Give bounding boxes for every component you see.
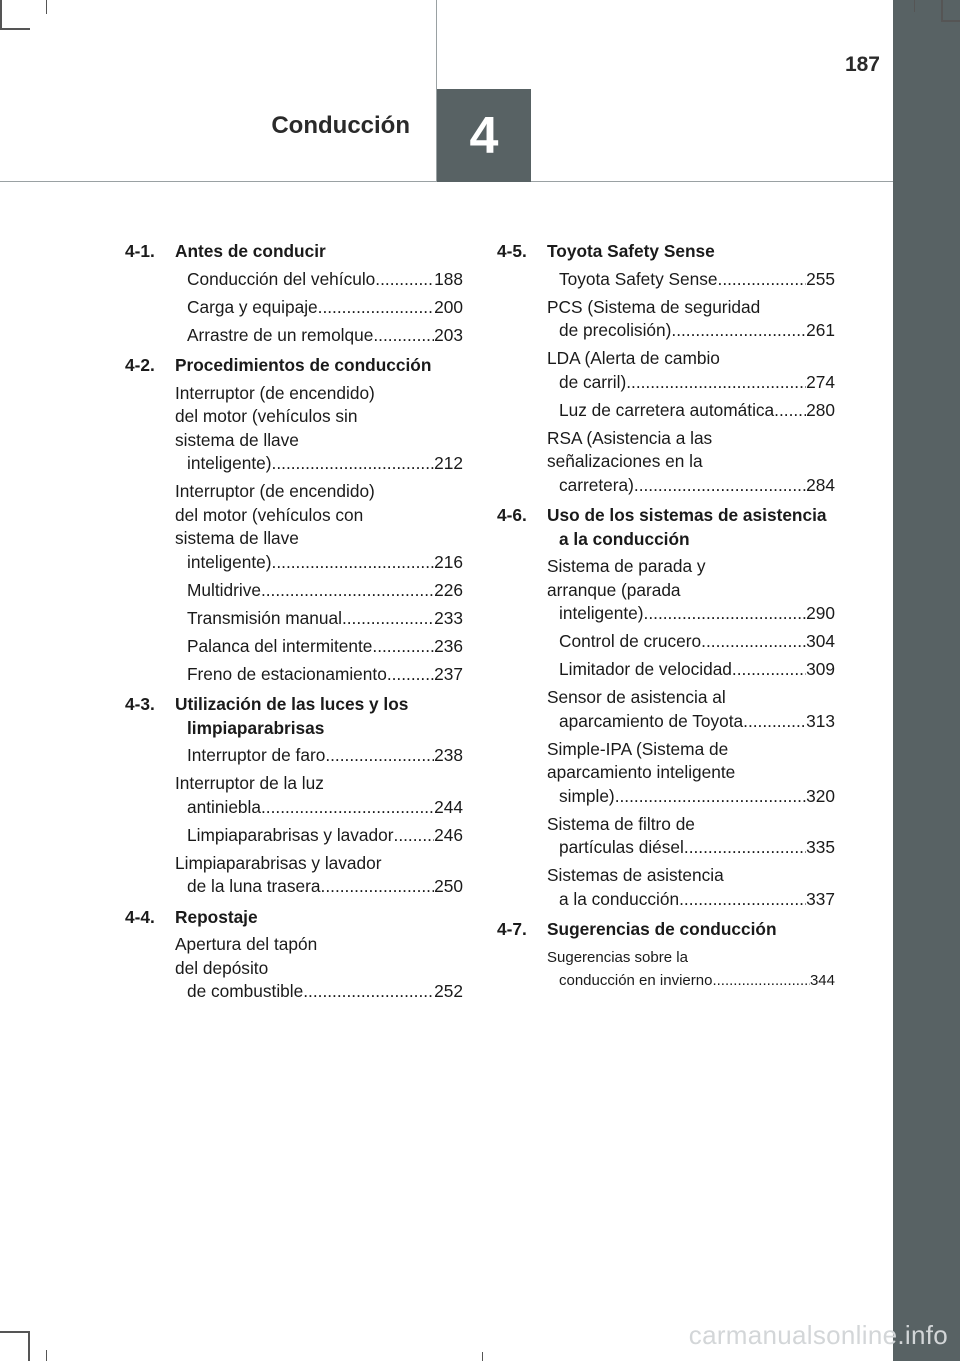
page-ref: 274 (806, 371, 835, 392)
entry-leader-line (187, 324, 463, 348)
entry-leader-line (187, 296, 463, 320)
chapter-title: Conducción (271, 112, 410, 139)
toc-section-heading[interactable] (125, 906, 463, 930)
section-number: 4-7. (497, 919, 527, 939)
toc-section (125, 906, 463, 1004)
toc-entry[interactable] (547, 630, 835, 654)
page-ref: 252 (434, 981, 463, 1001)
toc-entry[interactable] (547, 555, 835, 626)
crop-mark (28, 1331, 30, 1361)
entry-label-line: de precolisión) (559, 320, 672, 340)
entry-leader-line (187, 824, 463, 848)
entry-leader-line (187, 663, 463, 687)
toc-section (497, 240, 835, 497)
entry-leader-line (559, 319, 835, 343)
entry-label-line: Interruptor (de encendido) (175, 481, 375, 501)
entry-label-line: Sistema de parada y (547, 556, 706, 576)
leader-dots (774, 399, 806, 423)
entry-leader-line (559, 785, 835, 809)
entry-leader-line (187, 875, 463, 899)
entry-label-line: partículas diésel (559, 837, 684, 857)
toc-section-heading[interactable] (497, 240, 835, 264)
page-ref: 212 (434, 453, 463, 473)
entry-label-line: Transmisión manual (187, 607, 342, 628)
toc-entry[interactable] (547, 268, 835, 292)
leader-dots (712, 969, 810, 992)
page-ref: 188 (434, 268, 463, 289)
entry-label-line: Limpiaparabrisas y lavador (175, 852, 382, 873)
entry-label-line: Toyota Safety Sense (559, 268, 718, 289)
section-number: 4-4. (125, 906, 155, 927)
section-number: 4-2. (125, 355, 155, 375)
entry-label-line: señalizaciones en la (547, 451, 703, 471)
page-ref: 304 (806, 631, 835, 651)
entry-label-line: LDA (Alerta de cambio (547, 348, 720, 368)
entry-leader-line (187, 607, 463, 631)
leader-dots (615, 785, 806, 809)
entry-leader-line (187, 579, 463, 603)
page-ref: 238 (434, 745, 463, 765)
entry-label-line: aparcamiento inteligente (547, 762, 736, 782)
leader-dots (303, 980, 434, 1004)
section-title: Uso de los sistemas de asistencia a la conducción (547, 505, 827, 549)
entry-label-line: Limitador de velocidad (559, 659, 732, 679)
toc-entry[interactable] (175, 772, 463, 819)
crop-mark (0, 1331, 30, 1333)
entry-label-line: Sistemas de asistencia (547, 865, 724, 885)
leader-dots (743, 710, 806, 734)
entry-label-line: del motor (vehículos sin (175, 406, 358, 426)
page-ref: 246 (434, 824, 463, 845)
page-ref: 344 (809, 971, 835, 989)
page-ref: 233 (434, 607, 463, 628)
page-ref: 280 (806, 399, 835, 420)
entry-leader-line (559, 371, 835, 395)
entry-leader-line (187, 551, 463, 575)
toc-entry[interactable] (547, 946, 835, 992)
toc-entry[interactable] (175, 480, 463, 574)
section-title: Sugerencias de conducción (547, 919, 777, 939)
toc-entry[interactable] (175, 382, 463, 476)
toc-entry[interactable] (175, 933, 463, 1004)
leader-dots (671, 319, 806, 343)
section-number: 4-3. (125, 694, 155, 714)
leader-dots (321, 875, 435, 899)
entry-label-line: de carril) (559, 371, 627, 392)
entry-label-line: sistema de llave (175, 528, 299, 548)
leader-dots (373, 324, 434, 348)
entry-label-line: simple) (559, 785, 615, 806)
entry-leader-line (559, 630, 835, 654)
section-title: Toyota Safety Sense (547, 241, 715, 261)
leader-dots (375, 268, 434, 292)
section-number: 4-1. (125, 241, 155, 261)
leader-dots (372, 635, 434, 659)
section-title: Procedimientos de conducción (175, 355, 432, 375)
page-number: 187 (844, 53, 880, 76)
page-ref: 250 (434, 876, 463, 896)
crop-mark (941, 20, 960, 22)
toc-section-heading[interactable] (497, 504, 835, 551)
entry-label-line: aparcamiento de Toyota (559, 710, 744, 731)
entry-label-line: Carga y equipaje (187, 296, 318, 317)
leader-dots (679, 888, 806, 912)
entry-label-line: Apertura del tapón (175, 934, 318, 954)
entry-label-line: del depósito (175, 957, 269, 978)
page-ref: 284 (806, 474, 835, 495)
entry-label-line: antiniebla (187, 796, 261, 817)
entry-label-line: Luz de carretera automática (559, 399, 775, 420)
leader-dots (325, 744, 434, 768)
entry-leader-line (559, 399, 835, 423)
page-ref: 244 (434, 796, 463, 817)
entry-leader-line (559, 710, 835, 734)
toc-entry[interactable] (547, 738, 835, 809)
crop-mark (46, 0, 47, 14)
toc-section (497, 504, 835, 911)
leader-dots (318, 296, 435, 320)
entry-label-line: Limpiaparabrisas y lavador (187, 824, 394, 845)
toc-section (125, 354, 463, 686)
toc-entry[interactable] (175, 579, 463, 603)
toc-section-heading[interactable] (497, 918, 835, 942)
leader-dots (272, 551, 435, 575)
toc-entry[interactable] (175, 663, 463, 687)
entry-label-line: inteligente) (187, 453, 272, 473)
toc-entry[interactable] (547, 296, 835, 343)
entry-label-line: Conducción del vehículo (187, 268, 376, 289)
entry-label-line: inteligente) (187, 551, 272, 572)
page-ref: 237 (434, 663, 463, 684)
leader-dots (732, 658, 806, 682)
toc-entry[interactable] (175, 324, 463, 348)
page-ref: 261 (806, 320, 835, 340)
toc-entry[interactable] (175, 268, 463, 292)
crop-mark (46, 1350, 47, 1361)
toc-entry[interactable] (175, 852, 463, 899)
leader-dots (644, 602, 807, 626)
crop-mark (482, 1352, 483, 1361)
chapter-number-tab (437, 89, 531, 182)
leader-dots (701, 630, 806, 654)
toc-entry[interactable] (547, 813, 835, 860)
section-number: 4-5. (497, 241, 527, 261)
entry-label-line: PCS (Sistema de seguridad (547, 296, 761, 317)
entry-leader-line (187, 635, 463, 659)
watermark: carmanualsonline.info (688, 1320, 948, 1350)
crop-mark (941, 0, 943, 22)
entry-label-line: RSA (Asistencia a las (547, 427, 713, 448)
entry-leader-line (559, 602, 835, 626)
leader-dots (394, 824, 435, 848)
leader-dots (718, 268, 807, 292)
entry-leader-line (559, 658, 835, 682)
entry-label-line: Interruptor de faro (187, 745, 326, 765)
entry-label-line: Simple-IPA (Sistema de (547, 738, 729, 759)
page-ref: 335 (806, 837, 835, 857)
entry-label-line: de la luna trasera (187, 876, 321, 896)
toc-entry[interactable] (547, 399, 835, 423)
toc-entry[interactable] (547, 686, 835, 733)
toc-section (497, 918, 835, 992)
page-ref: 255 (806, 268, 835, 289)
toc-entry[interactable] (175, 744, 463, 768)
toc-right-column (497, 240, 835, 999)
leader-dots (684, 836, 806, 860)
entry-leader-line (559, 268, 835, 292)
entry-label-line: Palanca del intermitente (187, 635, 373, 656)
toc-section (125, 240, 463, 347)
section-title: Antes de conducir (175, 241, 326, 261)
entry-leader-line (187, 744, 463, 768)
entry-label-line: de combustible (187, 981, 304, 1001)
entry-leader-line (559, 836, 835, 860)
entry-label-line: del motor (vehículos con (175, 504, 364, 525)
entry-leader-line (187, 452, 463, 476)
entry-label-line: sistema de llave (175, 429, 299, 450)
toc-entry[interactable] (175, 824, 463, 848)
chapter-sidebar-band (893, 0, 960, 1361)
entry-label-line: Interruptor (de encendido) (175, 382, 375, 403)
entry-leader-line (187, 796, 463, 820)
entry-leader-line (559, 969, 835, 992)
toc-section-heading[interactable] (125, 354, 463, 378)
page-ref: 337 (806, 888, 835, 909)
toc-entry[interactable] (175, 635, 463, 659)
page-ref: 320 (806, 785, 835, 806)
entry-label-line: Freno de estacionamiento (187, 663, 387, 684)
entry-label-line: conducción en invierno (559, 971, 713, 989)
page-ref: 203 (434, 324, 463, 345)
toc-section (125, 693, 463, 899)
page-ref: 313 (806, 710, 835, 731)
entry-leader-line (559, 888, 835, 912)
toc-entry[interactable] (175, 296, 463, 320)
crop-mark (0, 0, 2, 30)
page-ref: 226 (434, 579, 463, 600)
entry-label-line: inteligente) (559, 603, 644, 623)
entry-label-line: a la conducción (559, 888, 680, 909)
toc-entry[interactable] (547, 658, 835, 682)
entry-label-line: Control de crucero (559, 631, 702, 651)
entry-leader-line (559, 474, 835, 498)
page-ref: 200 (434, 296, 463, 317)
chapter-number: 4 (469, 106, 499, 165)
section-number: 4-6. (497, 505, 527, 525)
toc-section-heading[interactable] (125, 240, 463, 264)
leader-dots (272, 452, 435, 476)
section-title: Utilización de las luces y los limpiaparabrisas (175, 694, 409, 738)
entry-label-line: Interruptor de la luz (175, 773, 324, 793)
page-ref: 290 (806, 603, 835, 623)
page-ref: 309 (806, 659, 835, 679)
crop-mark (914, 0, 915, 12)
leader-dots (387, 663, 434, 687)
entry-leader-line (187, 980, 463, 1004)
entry-label-line: Sugerencias sobre la (547, 948, 688, 966)
entry-label-line: Sistema de filtro de (547, 813, 695, 834)
toc-entry[interactable] (175, 607, 463, 631)
leader-dots (634, 474, 806, 498)
toc-entry[interactable] (547, 427, 835, 498)
leader-dots (261, 579, 434, 603)
toc-entry[interactable] (547, 347, 835, 394)
entry-label-line: Multidrive (187, 579, 261, 600)
page-ref: 236 (434, 635, 463, 656)
toc-entry[interactable] (547, 864, 835, 911)
leader-dots (342, 607, 434, 631)
toc-left-column (125, 240, 463, 1011)
entry-label-line: arranque (parada (547, 579, 681, 600)
entry-label-line: Sensor de asistencia al (547, 687, 726, 707)
leader-dots (626, 371, 806, 395)
section-title: Repostaje (175, 906, 258, 927)
toc-section-heading[interactable] (125, 693, 463, 740)
crop-mark (0, 28, 30, 30)
page-ref: 216 (434, 551, 463, 572)
entry-label-line: carretera) (559, 474, 634, 495)
leader-dots (261, 796, 434, 820)
entry-label-line: Arrastre de un remolque (187, 324, 374, 345)
entry-leader-line (187, 268, 463, 292)
